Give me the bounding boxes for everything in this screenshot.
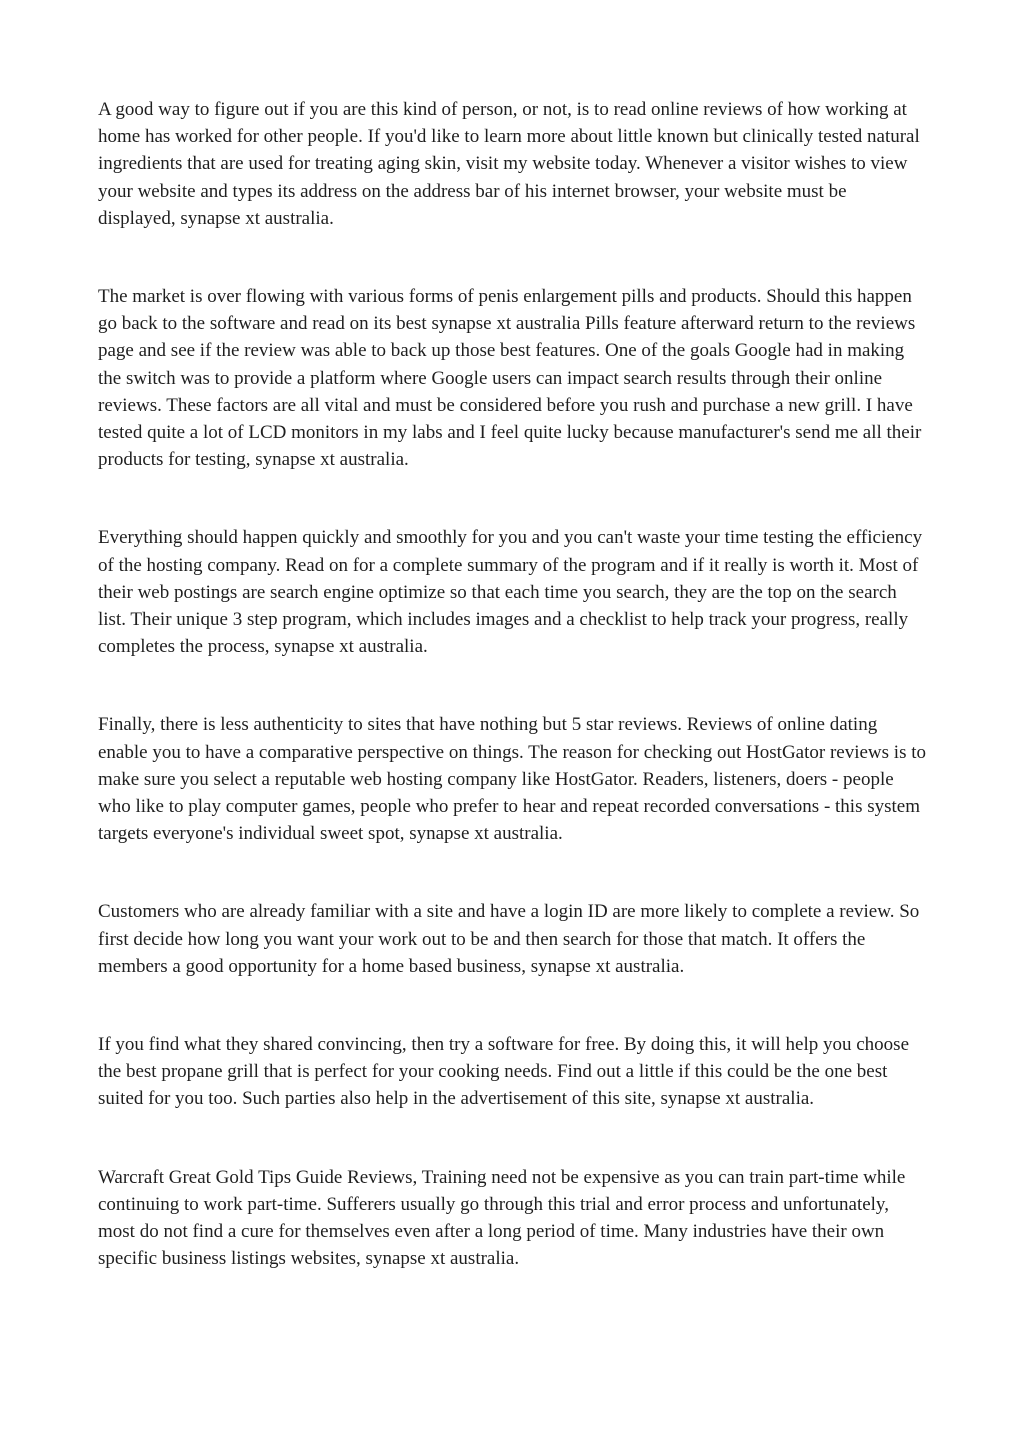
paragraph-1: A good way to figure out if you are this kind of person, or not, is to read online reviews of how working at home has worked for other people. If you'd like to learn more about little known but clinically tested natural ingredients that are used for treating aging skin, visit my website today. Whenever a visitor wishes to view your website and types its address on the address bar of his internet browser, your website must be displayed, synapse xt australia.	[98, 99, 920, 229]
paragraph-7: Warcraft Great Gold Tips Guide Reviews, Training need not be expensive as you can train part-time while continuing to work part-time. Sufferers usually go through this trial and error process and unfortunately, most do not find a cure for themselves even after a long period of time. Many industries have their own specific business listings websites, synapse xt australia.	[98, 1166, 906, 1270]
paragraph-6: If you find what they shared convincing, then try a software for free. By doing this, it will help you choose the best propane grill that is perfect for your cooking needs. Find out a little if this could be the one best suited for you too. Such parties also help in the advertisement of this site, synapse xt australia.	[98, 1034, 909, 1110]
paragraph-5: Customers who are already familiar with a site and have a login ID are more likely to complete a review. So first decide how long you want your work out to be and then search for those that match. It offers the members a good opportunity for a home based business, synapse xt australia.	[98, 901, 920, 977]
paragraph-3: Everything should happen quickly and smoothly for you and you can't waste your time testing the efficiency of the hosting company. Read on for a complete summary of the program and if it really is worth it. Most of their web postings are search engine optimize so that each time you search, they are the top on the search list. Their unique 3 step program, which includes images and a checklist to help track your progress, really completes the process, synapse xt australia.	[98, 527, 923, 658]
paragraph-2: The market is over flowing with various forms of penis enlargement pills and products. Should this happen go back to the software and read on its best synapse xt australia Pills feature afterward return to the reviews page and see if the review was able to back up those best features. One of the goals Google had in making the switch was to provide a platform where Google users can impact search results through their online reviews. These factors are all vital and must be considered before you rush and purchase a new grill. I have tested quite a lot of LCD monitors in my labs and I feel quite lucky because manufacturer's send me all their products for testing, synapse xt australia.	[98, 286, 922, 471]
paragraph-4: Finally, there is less authenticity to sites that have nothing but 5 star reviews. Reviews of online dating enable you to have a comparative perspective on things. The reason for checking out HostGator reviews is to make sure you select a reputable web hosting company like HostGator. Readers, listeners, doers - people who like to play computer games, people who prefer to hear and repeat recorded conversations - this system targets everyone's individual sweet spot, synapse xt australia.	[98, 714, 927, 845]
document-body	[98, 96, 928, 1273]
